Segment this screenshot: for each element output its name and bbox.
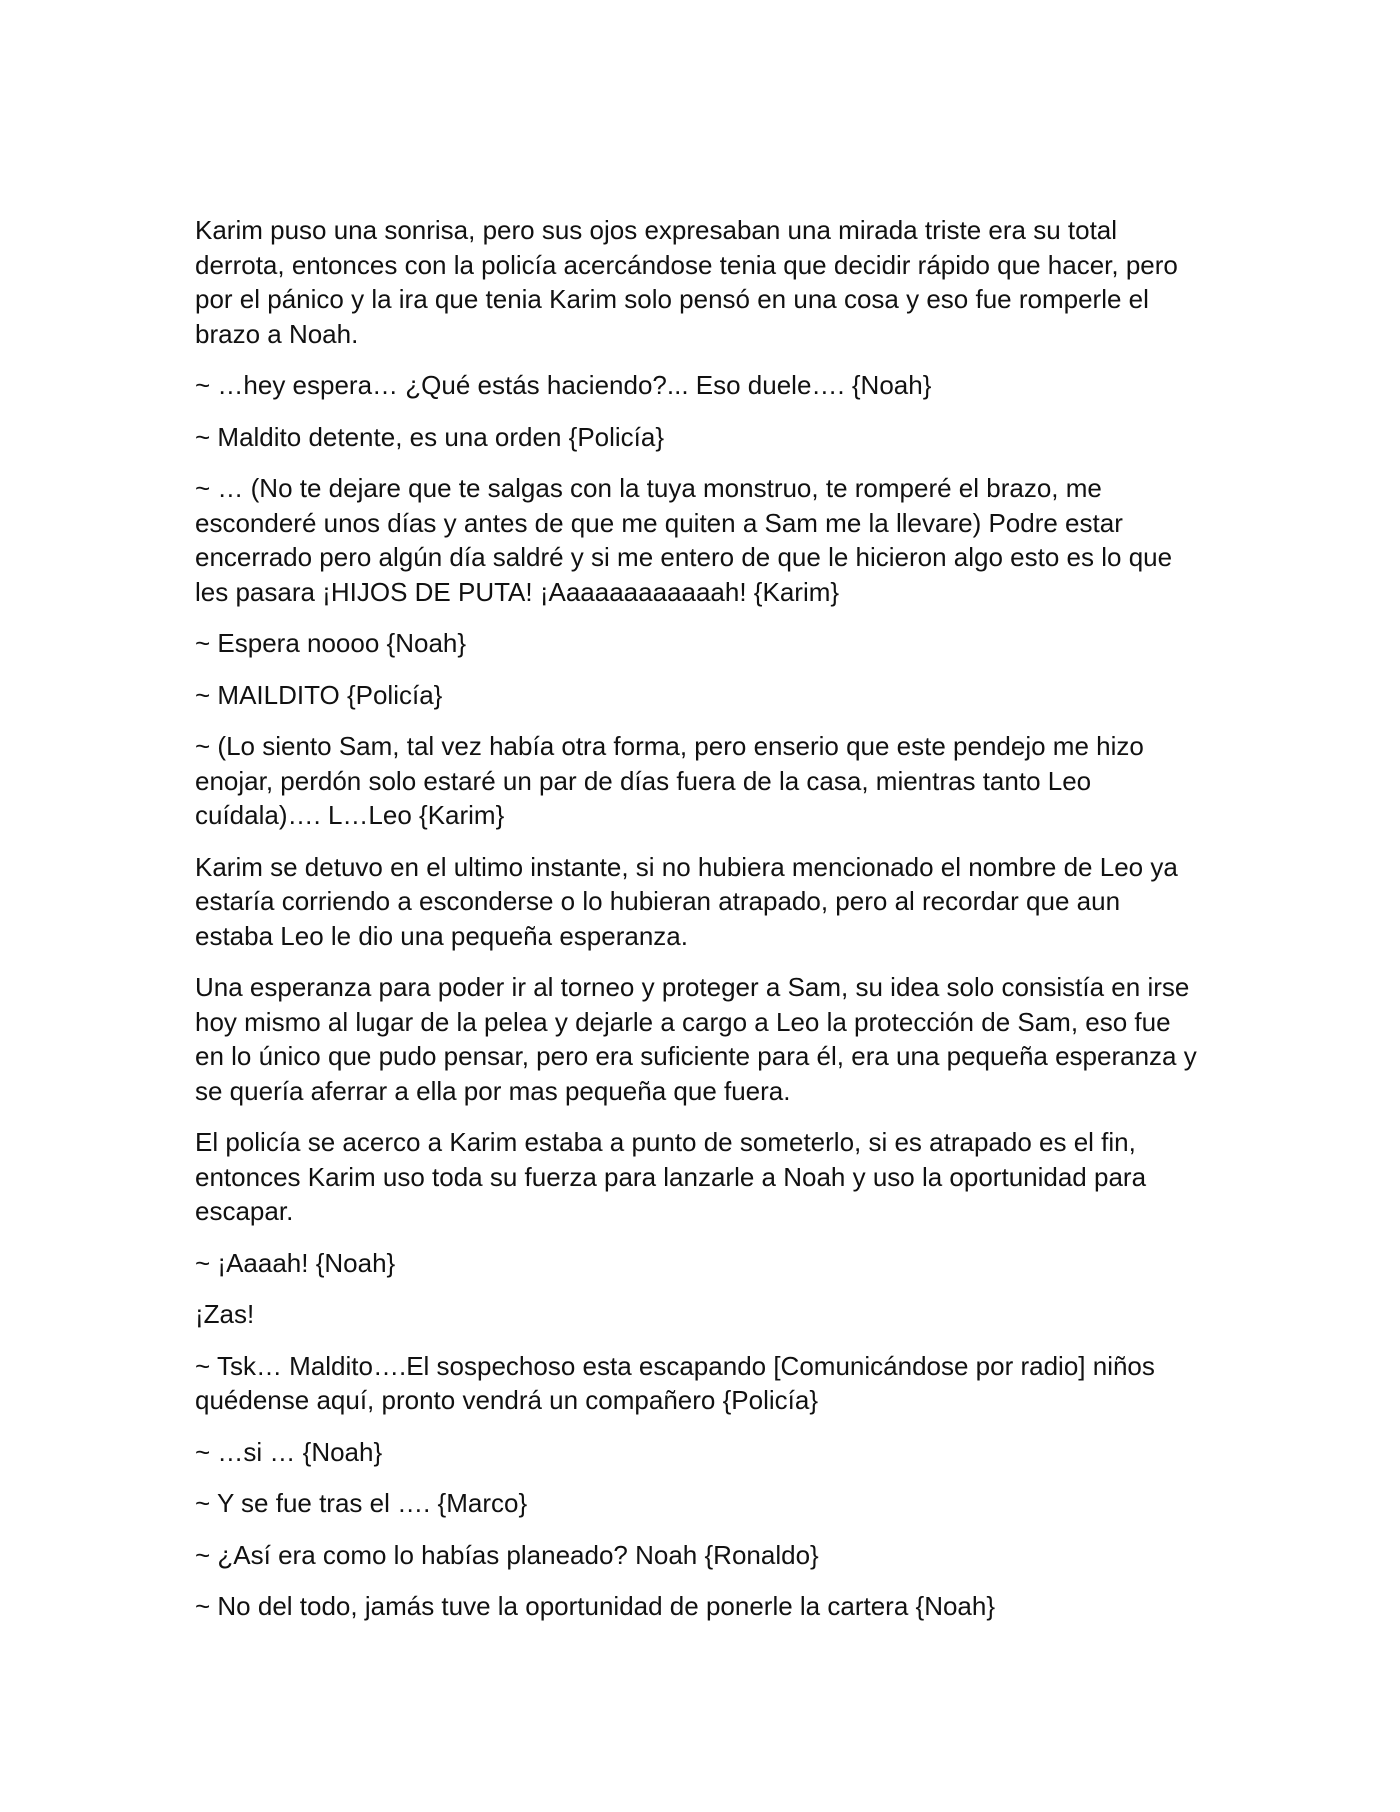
dialogue-line: ~ ¡Aaaah! {Noah} (195, 1247, 396, 1278)
narration-paragraph: Karim se detuvo en el ultimo instante, si no hubiera mencionado el nombre de Leo ya estaría corriendo a esconderse o lo hubieran atrapado, pero al recordar que aun estaba Leo le dio una pequeña esperanza. (195, 851, 1178, 951)
dialogue-line: ~ Espera noooo {Noah} (195, 628, 467, 658)
dialogue-line: ~ ¿Así era como lo habías planeado? Noah {Ronaldo} (195, 1539, 819, 1570)
narration-paragraph: Karim puso una sonrisa, pero sus ojos expresaban una mirada triste era su total derrota, entonces con la policía acercándose tenia que decidir rápido que hacer, pero por el pánico y la ira que tenia Karim solo pensó en una cosa y eso fue romperle el brazo a Noah. (195, 215, 1178, 349)
dialogue-line: ~ …si … {Noah} (195, 1436, 383, 1467)
dialogue-line: ~ MAILDITO {Policía} (195, 679, 443, 710)
dialogue-line: ~ Y se fue tras el …. {Marco} (195, 1488, 528, 1518)
dialogue-line: ~ Maldito detente, es una orden {Policía} (195, 421, 665, 452)
narration-paragraph: El policía se acerco a Karim estaba a punto de someterlo, si es atrapado es el fin, entonces Karim uso toda su fuerza para lanzarle a Noah y uso la oportunidad para escapar. (195, 1127, 1147, 1226)
dialogue-line: ~ Tsk… Maldito….El sospechoso esta escapando [Comunicándose por radio] niños quédense aquí, pronto vendrá un compañero {Policía} (195, 1350, 1155, 1415)
sound-effect: ¡Zas! (195, 1299, 255, 1329)
dialogue-line: ~ …hey espera… ¿Qué estás haciendo?... Eso duele…. {Noah} (195, 370, 932, 400)
story-text (195, 213, 1205, 1641)
dialogue-line: ~ (Lo siento Sam, tal vez había otra forma, pero enserio que este pendejo me hizo enojar, perdón solo estaré un par de días fuera de la casa, mientras tanto Leo cuídala)…. L…Leo {Karim} (195, 731, 1144, 830)
dialogue-line: ~ No del todo, jamás tuve la oportunidad de ponerle la cartera {Noah} (195, 1591, 996, 1621)
narration-paragraph: Una esperanza para poder ir al torneo y proteger a Sam, su idea solo consistía en irse hoy mismo al lugar de la pelea y dejarle a cargo a Leo la protección de Sam, eso fue en lo único que pudo pensar, pero era suficiente para él, era una pequeña esperanza y se quería aferrar a ella por mas pequeña que fuera. (195, 972, 1197, 1106)
dialogue-line: ~ … (No te dejare que te salgas con la tuya monstruo, te romperé el brazo, me esconderé unos días y antes de que me quiten a Sam me la llevare) Podre estar encerrado pero algún día saldré y si me entero de que le hicieron algo esto es lo que les pasara ¡HIJOS DE PUTA! ¡Aaaaaaaaaaaah! {Karim} (195, 473, 1173, 607)
